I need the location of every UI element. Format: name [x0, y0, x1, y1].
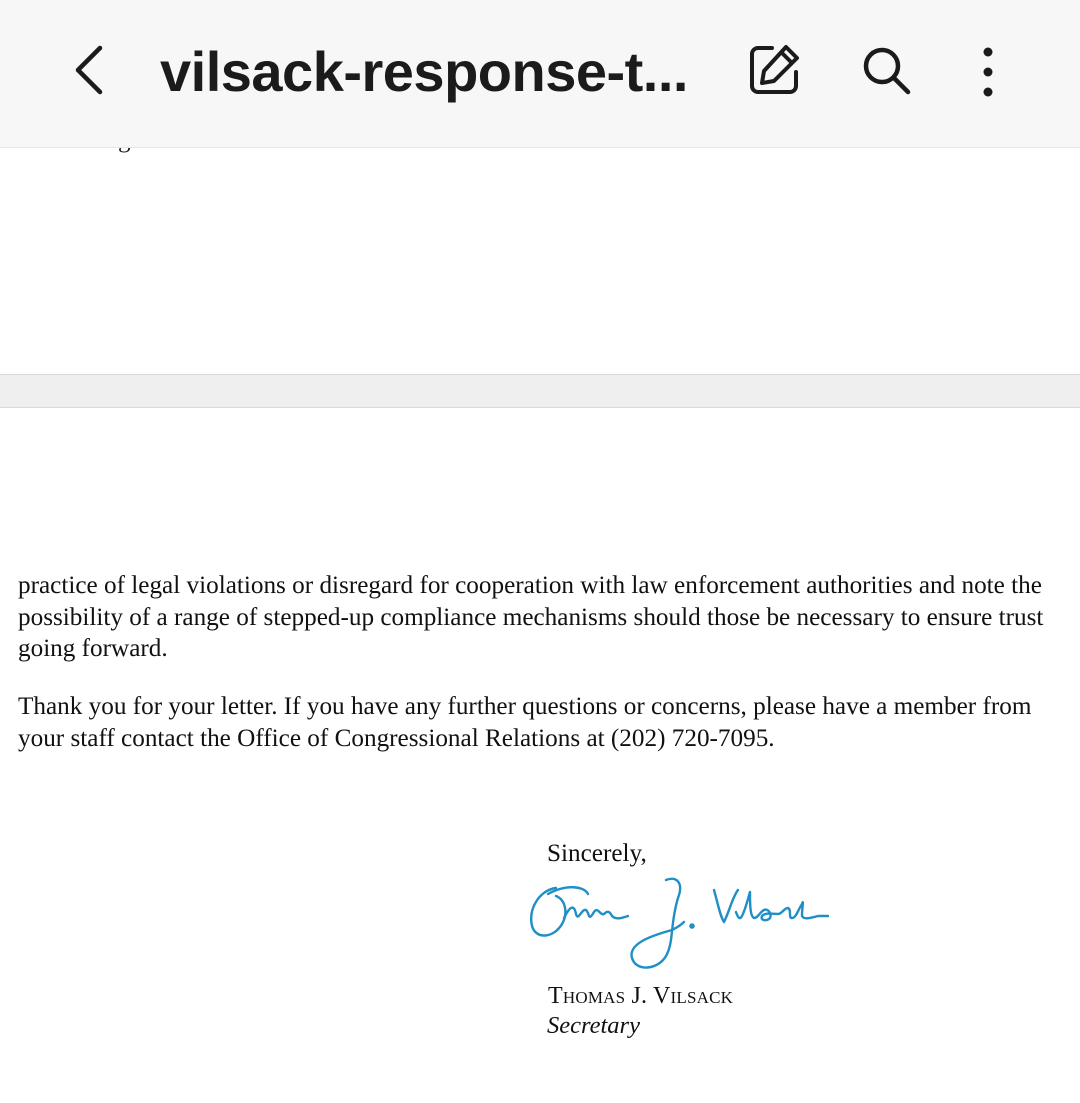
more-options-button[interactable]	[956, 38, 1020, 102]
edit-button[interactable]	[742, 38, 806, 102]
search-button[interactable]	[854, 38, 918, 102]
app-bar	[0, 0, 1080, 148]
signer-name: Thomas J. Vilsack	[548, 983, 734, 1009]
signer-title: Secretary	[547, 1012, 640, 1039]
back-button[interactable]	[58, 38, 122, 102]
page-separator	[0, 374, 1080, 408]
signature-image	[526, 868, 836, 988]
document-view[interactable]	[0, 148, 1080, 1103]
search-icon	[858, 42, 914, 98]
body-paragraph: Thank you for your letter. If you have any further questions or concerns, please have a member from your staff contact the Office of Congressional Relations at (202) 720-7095.	[18, 693, 1032, 752]
edit-icon	[746, 42, 802, 98]
more-vertical-icon	[976, 42, 1000, 98]
chevron-left-icon	[70, 42, 110, 98]
body-paragraph: practice of legal violations or disregard for cooperation with law enforcement authorities and note the possibility of a range of stepped-up compliance mechanisms should those be necessary to ensure trust going forward.	[18, 572, 1044, 662]
document-title: vilsack-response-t...	[160, 40, 688, 103]
closing-text: Sincerely,	[547, 840, 647, 867]
